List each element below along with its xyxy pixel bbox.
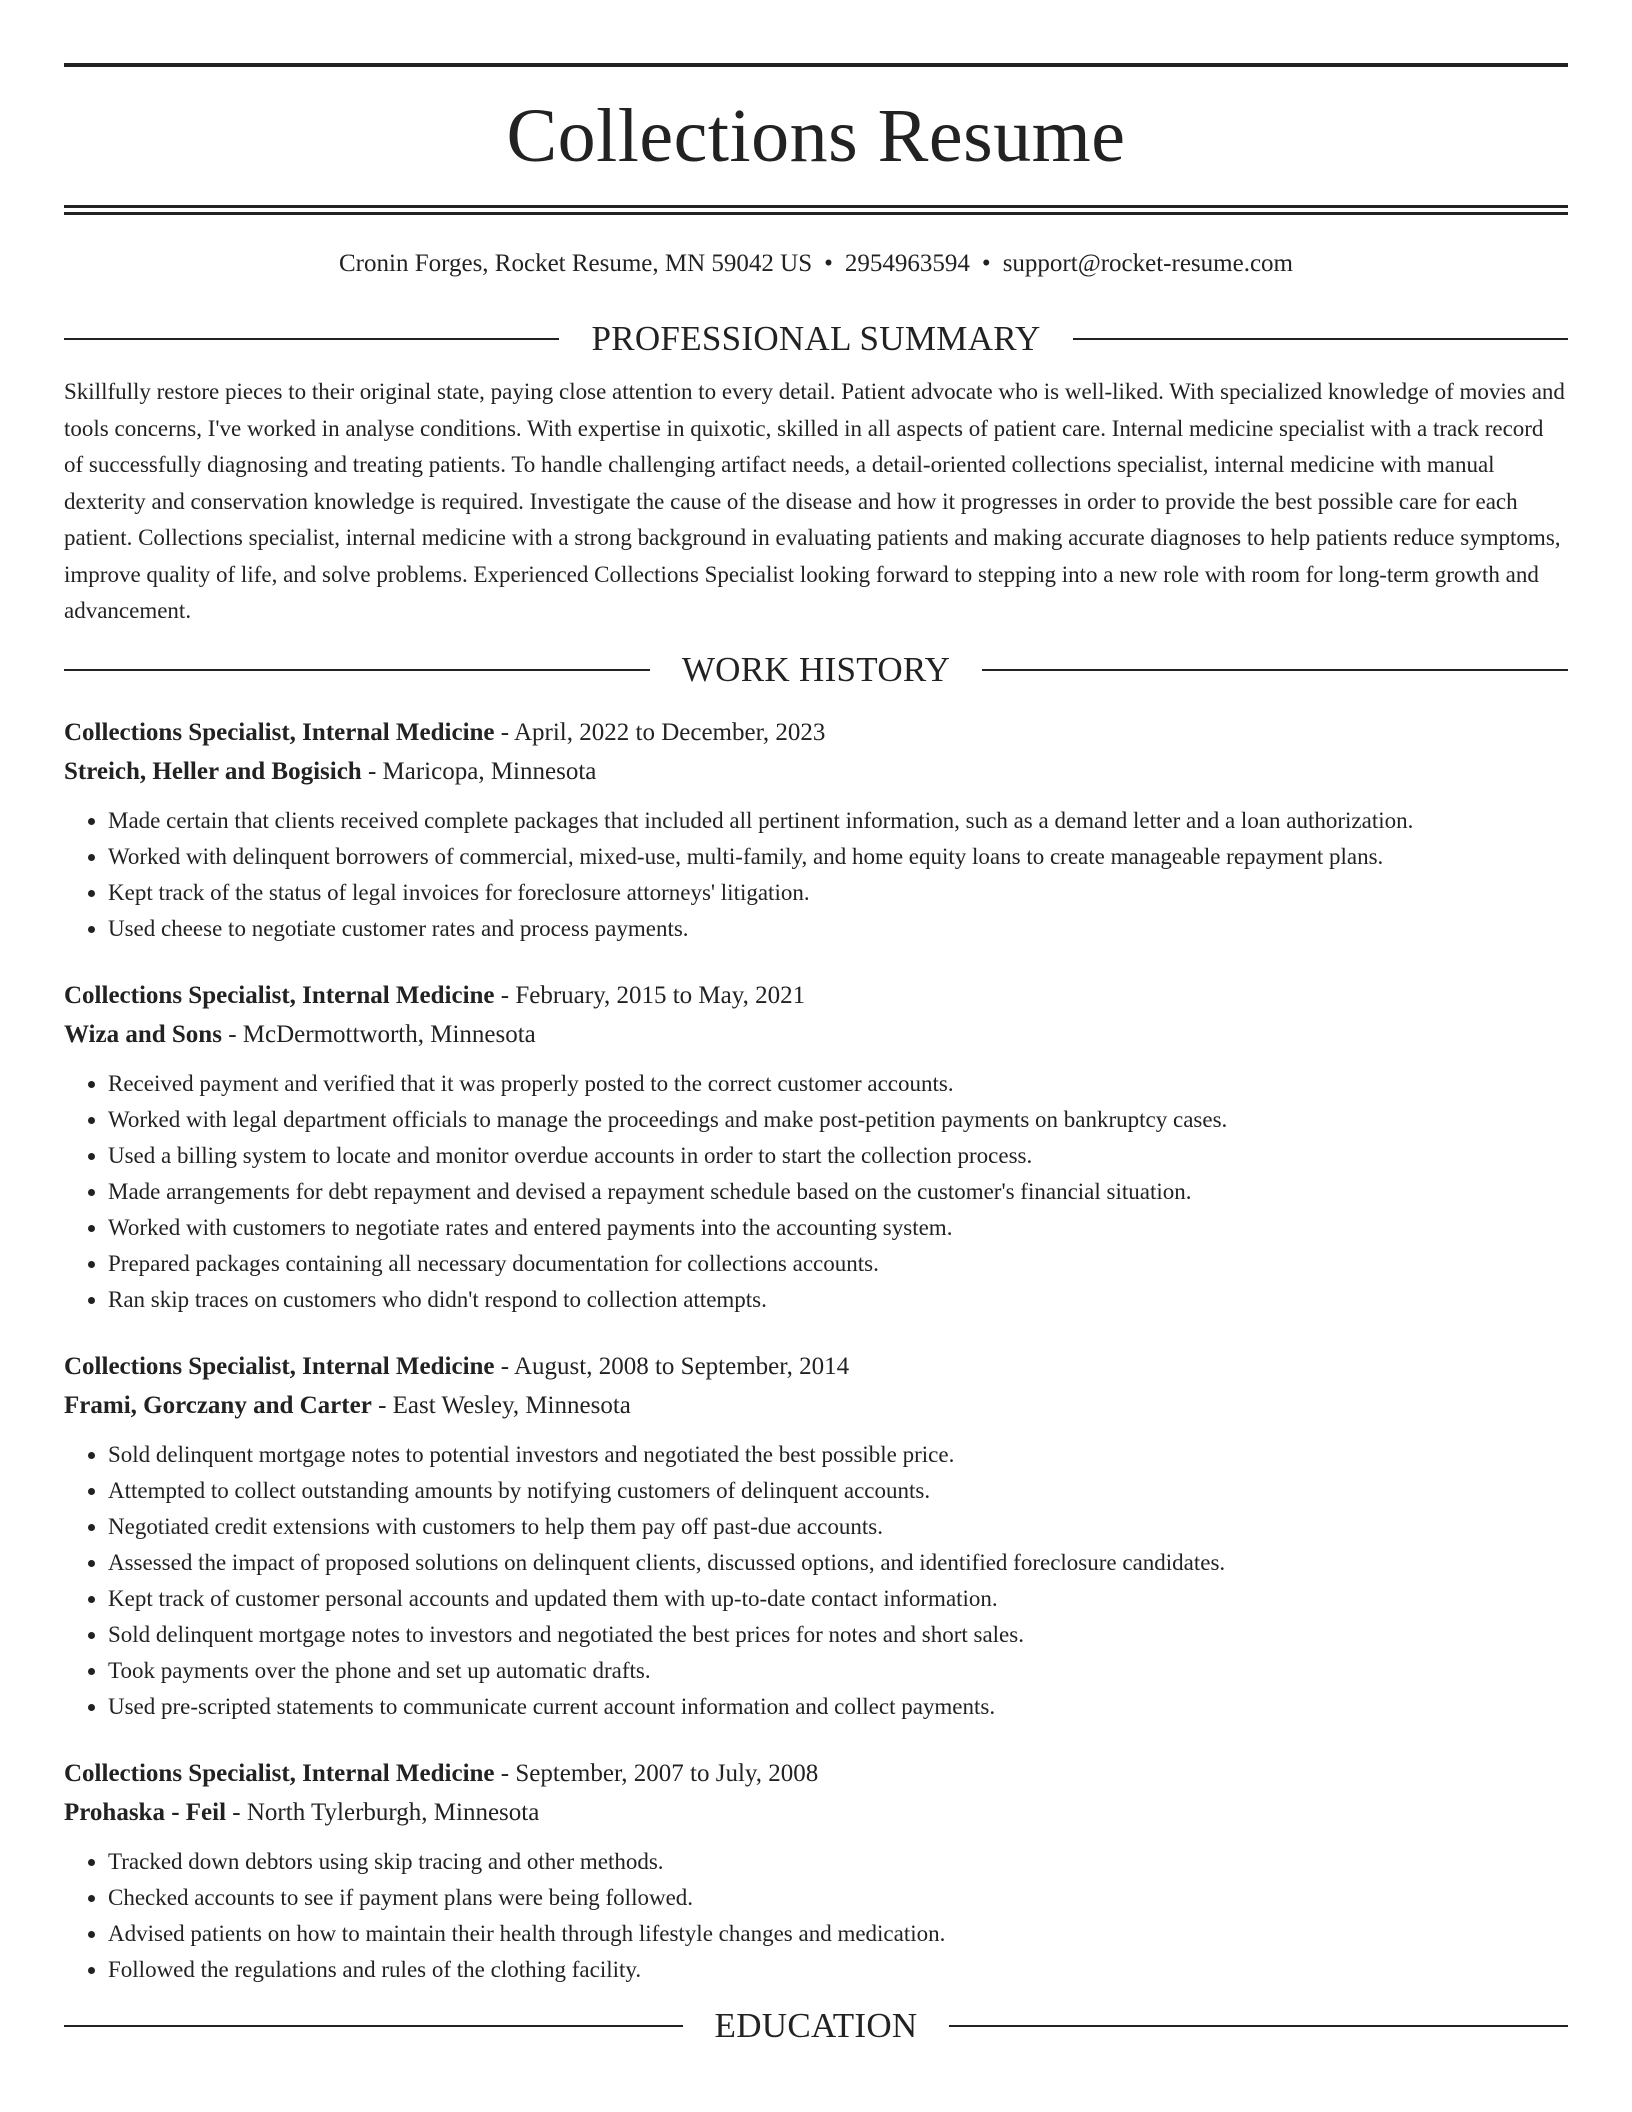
section-header-work xyxy=(64,650,1568,690)
section-header-education xyxy=(64,2006,1568,2046)
duty-list xyxy=(64,1066,1568,1318)
contact-separator: • xyxy=(824,250,833,277)
job-title: Collections Specialist, Internal Medicine xyxy=(64,718,495,746)
job-location: McDermottworth, Minnesota xyxy=(242,1020,536,1048)
duty-item: • Sold delinquent mortgage notes to investors and negotiated the best prices for notes and short sales. xyxy=(108,1617,1568,1653)
section-rule-right xyxy=(982,669,1568,671)
duty-item: • Used a billing system to locate and monitor overdue accounts in order to start the collection process. xyxy=(108,1138,1568,1174)
job-entry xyxy=(64,1755,1568,1988)
job-title-line xyxy=(64,1348,1568,1386)
section-title-summary: PROFESSIONAL SUMMARY xyxy=(591,319,1041,358)
duty-item: • Used pre-scripted statements to communicate current account information and collect payments. xyxy=(108,1689,1568,1725)
job-title: Collections Specialist, Internal Medicine xyxy=(64,1352,495,1380)
job-company-line xyxy=(64,1793,1568,1832)
job-title: Collections Specialist, Internal Medicine xyxy=(64,981,495,1009)
duty-item: • Received payment and verified that it was properly posted to the correct customer accounts. xyxy=(108,1066,1568,1102)
duty-item: • Used cheese to negotiate customer rates and process payments. xyxy=(108,911,1568,947)
job-title-line xyxy=(64,977,1568,1015)
duty-item: • Tracked down debtors using skip tracing and other methods. xyxy=(108,1844,1568,1880)
duty-item: • Sold delinquent mortgage notes to potential investors and negotiated the best possible price. xyxy=(108,1437,1568,1473)
job-dash: - xyxy=(221,1020,243,1048)
contact-email: support@rocket-resume.com xyxy=(1002,250,1293,277)
job-location: Maricopa, Minnesota xyxy=(382,757,597,785)
job-dates: August, 2008 to September, 2014 xyxy=(513,1352,850,1380)
duty-list xyxy=(64,803,1568,947)
job-entry xyxy=(64,714,1568,947)
duty-item: • Made certain that clients received complete packages that included all pertinent information, such as a demand letter and a loan authorization. xyxy=(108,803,1568,839)
duty-item: • Ran skip traces on customers who didn't respond to collection attempts. xyxy=(108,1282,1568,1318)
job-title-line xyxy=(64,1755,1568,1793)
duty-item: • Advised patients on how to maintain their health through lifestyle changes and medication. xyxy=(108,1916,1568,1952)
duty-item: • Worked with legal department officials to manage the proceedings and make post-petition payments on bankruptcy cases. xyxy=(108,1102,1568,1138)
job-company: Prohaska - Feil xyxy=(64,1798,227,1826)
resume-title: Collections Resume xyxy=(506,94,1126,178)
contact-phone: 2954963594 xyxy=(844,250,970,277)
job-company-line xyxy=(64,752,1568,791)
section-rule-right xyxy=(949,2025,1568,2027)
duty-item: • Assessed the impact of proposed solutions on delinquent clients, discussed options, and identified foreclosure candidates. xyxy=(108,1545,1568,1581)
job-dash: - xyxy=(494,981,516,1009)
job-company-line xyxy=(64,1015,1568,1054)
title-double-rule xyxy=(64,205,1568,215)
resume-page xyxy=(64,0,1568,2046)
section-rule-left xyxy=(64,669,650,671)
duty-item: • Negotiated credit extensions with customers to help them pay off past-due accounts. xyxy=(108,1509,1568,1545)
job-dates: September, 2007 to July, 2008 xyxy=(515,1759,819,1787)
duty-item: • Worked with customers to negotiate rates and entered payments into the accounting system. xyxy=(108,1210,1568,1246)
job-dash: - xyxy=(494,718,514,746)
job-company: Frami, Gorczany and Carter xyxy=(64,1391,372,1419)
job-entry xyxy=(64,1348,1568,1725)
job-company: Wiza and Sons xyxy=(64,1020,222,1048)
job-dash: - xyxy=(371,1391,393,1419)
duty-item: • Kept track of customer personal accounts and updated them with up-to-date contact information. xyxy=(108,1581,1568,1617)
job-entry xyxy=(64,977,1568,1318)
job-dates: February, 2015 to May, 2021 xyxy=(515,981,806,1009)
job-dash: - xyxy=(494,1352,514,1380)
contact-address: Cronin Forges, Rocket Resume, MN 59042 US xyxy=(339,250,813,277)
duty-item: • Followed the regulations and rules of the clothing facility. xyxy=(108,1952,1568,1988)
duty-item: • Attempted to collect outstanding amounts by notifying customers of delinquent accounts. xyxy=(108,1473,1568,1509)
job-location: North Tylerburgh, Minnesota xyxy=(246,1798,540,1826)
section-header-summary xyxy=(64,319,1568,359)
job-company-line xyxy=(64,1386,1568,1425)
section-rule-right xyxy=(1073,338,1568,340)
job-dash: - xyxy=(226,1798,247,1826)
section-title-education: EDUCATION xyxy=(714,2005,918,2045)
top-rule xyxy=(64,63,1568,67)
job-dates: April, 2022 to December, 2023 xyxy=(513,718,826,746)
job-location: East Wesley, Minnesota xyxy=(392,1391,631,1419)
contact-line xyxy=(64,249,1568,279)
job-title: Collections Specialist, Internal Medicine xyxy=(64,1759,495,1787)
job-dash: - xyxy=(494,1759,516,1787)
duty-list xyxy=(64,1844,1568,1988)
job-company: Streich, Heller and Bogisich xyxy=(64,757,362,785)
contact-separator: • xyxy=(981,250,991,277)
duty-item: • Took payments over the phone and set up automatic drafts. xyxy=(108,1653,1568,1689)
job-dash: - xyxy=(361,757,383,785)
duty-item: • Checked accounts to see if payment plans were being followed. xyxy=(108,1880,1568,1916)
summary-text: Skillfully restore pieces to their original state, paying close attention to every detail. Patient advocate who is well-liked. With specialized knowledge of movies and tools concerns, I've worked in analyse conditions. With expertise in quixotic, skilled in all aspects of patient care. Internal medicine specialist with a track record of successfully diagnosing and treating patients. To handle challenging artifact needs, a detail-oriented collections specialist, internal medicine with manual dexterity and conservation knowledge is required. Investigate the cause of the disease and how it progresses in order to provide the best possible care for each patient. Collections specialist, internal medicine with a strong background in evaluating patients and making accurate diagnoses to help patients reduce symptoms, improve quality of life, and solve problems. Experienced Collections Specialist looking forward to stepping into a new role with room for long-term growth and advancement. xyxy=(64,379,1565,623)
duty-item: • Prepared packages containing all necessary documentation for collections accounts. xyxy=(108,1246,1568,1282)
section-title-work: WORK HISTORY xyxy=(681,649,951,689)
duty-list xyxy=(64,1437,1568,1725)
section-rule-left xyxy=(64,338,559,340)
section-rule-left xyxy=(64,2025,683,2027)
duty-item: • Made arrangements for debt repayment and devised a repayment schedule based on the customer's financial situation. xyxy=(108,1174,1568,1210)
job-title-line xyxy=(64,714,1568,752)
duty-item: • Worked with delinquent borrowers of commercial, mixed-use, multi-family, and home equity loans to create manageable repayment plans. xyxy=(108,839,1568,875)
duty-item: • Kept track of the status of legal invoices for foreclosure attorneys' litigation. xyxy=(108,875,1568,911)
